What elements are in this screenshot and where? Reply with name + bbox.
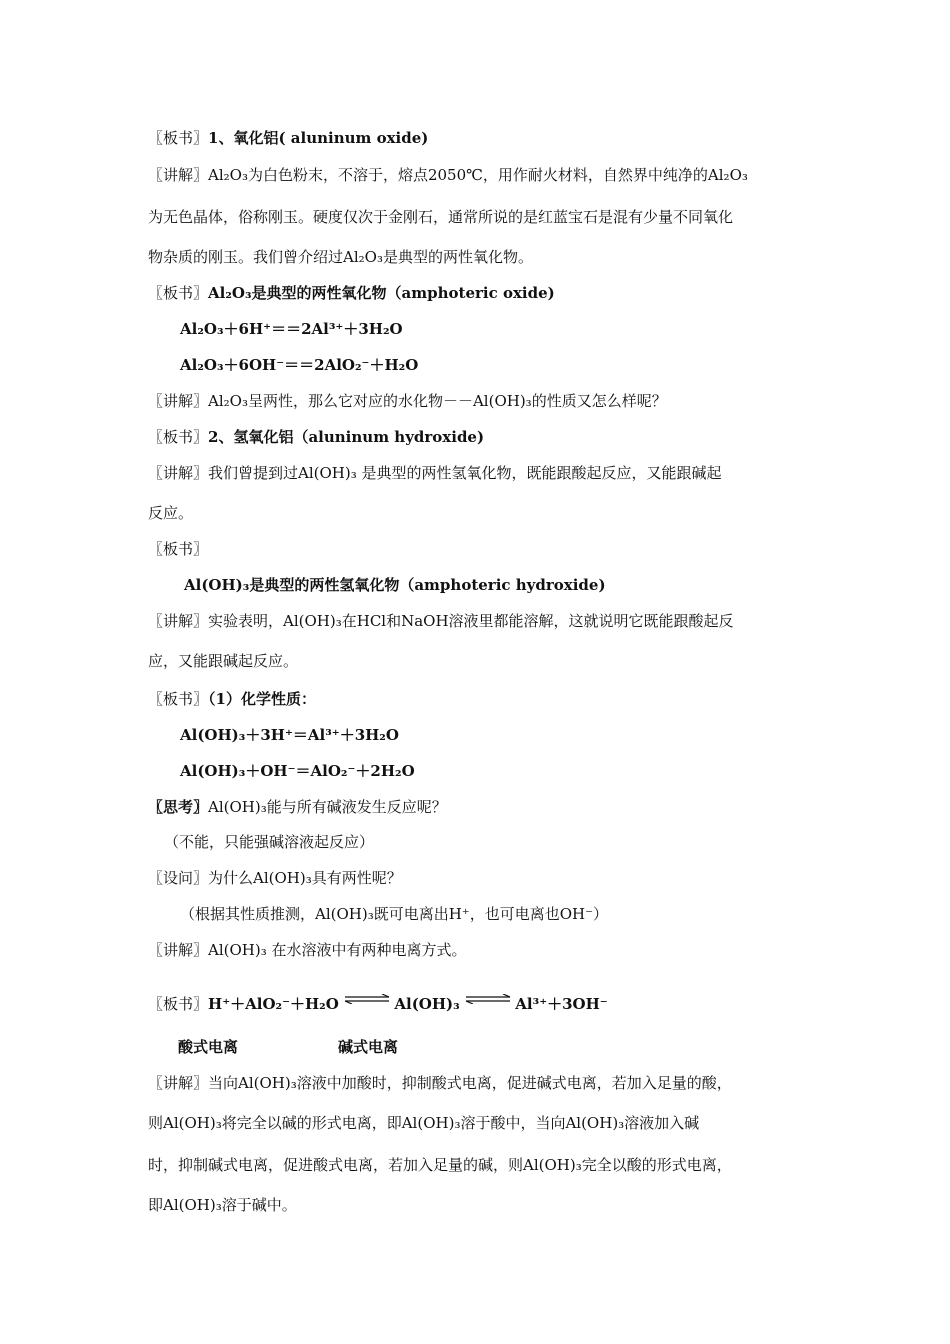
tag: 〖讲解〗 <box>148 612 209 630</box>
paragraph-text: 应，又能跟碱起反应。 <box>148 652 299 670</box>
base-ionization-label: 碱式电离 <box>338 1038 399 1056</box>
line-15 <box>148 651 298 671</box>
tag: 〖讲解〗 <box>148 941 209 959</box>
line-16 <box>148 689 316 709</box>
board-text: Al₂O₃是典型的两性氧化物（amphoteric oxide) <box>208 284 555 302</box>
line-9 <box>148 427 484 447</box>
line-20 <box>164 832 374 852</box>
paragraph-text: 实验表明，Al(OH)₃在HCl和NaOH溶液里都能溶解，这就说明它既能跟酸起反 <box>208 612 734 630</box>
line-8 <box>148 391 667 411</box>
paragraph-text: 为无色晶体，俗称刚玉。硬度仅次于金刚石，通常所说的是红蓝宝石是混有少量不同氧化 <box>148 208 734 226</box>
equation-2: Al₂O₃＋6OH⁻＝＝2AlO₂⁻＋H₂O <box>180 356 419 374</box>
paragraph-text: Al(OH)₃ 在水溶液中有两种电离方式。 <box>208 941 467 959</box>
line-4 <box>148 247 533 267</box>
line-23 <box>148 940 467 960</box>
paragraph-text: （不能，只能强碱溶液起反应） <box>164 833 375 851</box>
line-10 <box>148 463 722 483</box>
paragraph-text: 物杂质的刚玉。我们曾介绍过Al₂O₃是典型的两性氧化物。 <box>148 248 533 266</box>
equation-1: Al₂O₃＋6H⁺＝＝2Al³⁺＋3H₂O <box>180 320 403 338</box>
line-2 <box>148 165 748 185</box>
tag: 〖讲解〗 <box>148 464 209 482</box>
equation-right: Al³⁺＋3OH⁻ <box>515 995 608 1013</box>
equilibrium-arrow-icon <box>344 994 390 1004</box>
paragraph-text: Al₂O₃呈两性，那么它对应的水化物－－Al(OH)₃的性质又怎么样呢？ <box>208 392 667 410</box>
tag: 〖讲解〗 <box>148 392 209 410</box>
line-12 <box>148 539 208 559</box>
equilibrium-arrow-icon <box>465 994 511 1004</box>
paragraph-text: 即Al(OH)₃溶于碱中。 <box>148 1196 297 1214</box>
heading-alumina: 1、氧化铝( aluninum oxide) <box>208 129 429 147</box>
board-hydroxide: Al(OH)₃是典型的两性氢氧化物（amphoteric hydroxide) <box>184 576 606 594</box>
equation-middle: Al(OH)₃ <box>394 995 460 1013</box>
tag: 〖板书〗 <box>148 540 209 558</box>
line-28 <box>148 1155 732 1175</box>
tag: 〖板书〗 <box>148 428 209 446</box>
paragraph-text: 时，抑制碱式电离，促进酸式电离，若加入足量的碱，则Al(OH)₃完全以酸的形式电离， <box>148 1156 732 1174</box>
equation-3: Al(OH)₃＋3H⁺＝Al³⁺＋3H₂O <box>180 726 399 744</box>
equation-left: H⁺＋AlO₂⁻＋H₂O <box>208 995 339 1013</box>
paragraph-text: 反应。 <box>148 504 194 522</box>
line-5 <box>148 283 555 303</box>
line-22 <box>180 904 608 924</box>
tag: 〖讲解〗 <box>148 166 209 184</box>
paragraph-text: 则Al(OH)₃将完全以碱的形式电离，即Al(OH)₃溶于酸中，当向Al(OH)₃溶液加入碱 <box>148 1114 700 1132</box>
line-21 <box>148 868 402 888</box>
line-27 <box>148 1113 699 1133</box>
paragraph-text: 我们曾提到过Al(OH)₃ 是典型的两性氢氧化物，既能跟酸起反应，又能跟碱起 <box>208 464 722 482</box>
acid-ionization-label: 酸式电离 <box>178 1038 239 1056</box>
tag: 〖设问〗 <box>148 869 209 887</box>
tag: 〖板书〗 <box>148 690 209 708</box>
ionization-equation <box>148 994 608 1014</box>
paragraph-text: 当向Al(OH)₃溶液中加酸时，抑制酸式电离，促进碱式电离，若加入足量的酸， <box>208 1074 732 1092</box>
line-11 <box>148 503 193 523</box>
paragraph-text: 为什么Al(OH)₃具有两性呢？ <box>208 869 402 887</box>
tag: 〖思考〗 <box>148 798 209 816</box>
line-19 <box>148 797 447 817</box>
paragraph-text: Al(OH)₃能与所有碱液发生反应呢？ <box>208 798 447 816</box>
line-26 <box>148 1073 732 1093</box>
equation-4: Al(OH)₃＋OH⁻＝AlO₂⁻＋2H₂O <box>180 762 415 780</box>
tag: 〖板书〗 <box>148 129 209 147</box>
paragraph-text: Al₂O₃为白色粉末，不溶于，熔点2050℃，用作耐火材料，自然界中纯净的Al₂O₃ <box>208 166 748 184</box>
tag: 〖板书〗 <box>148 284 209 302</box>
tag: 〖讲解〗 <box>148 1074 209 1092</box>
line-14 <box>148 611 734 631</box>
paragraph-text: （根据其性质推测，Al(OH)₃既可电离出H⁺，也可电离也OH⁻） <box>180 905 609 923</box>
line-1 <box>148 128 428 148</box>
line-3 <box>148 207 733 227</box>
heading-hydroxide: 2、氢氧化铝（aluninum hydroxide) <box>208 428 485 446</box>
board-text: （1）化学性质： <box>208 690 316 708</box>
line-29 <box>148 1195 297 1215</box>
tag: 〖板书〗 <box>148 995 209 1013</box>
